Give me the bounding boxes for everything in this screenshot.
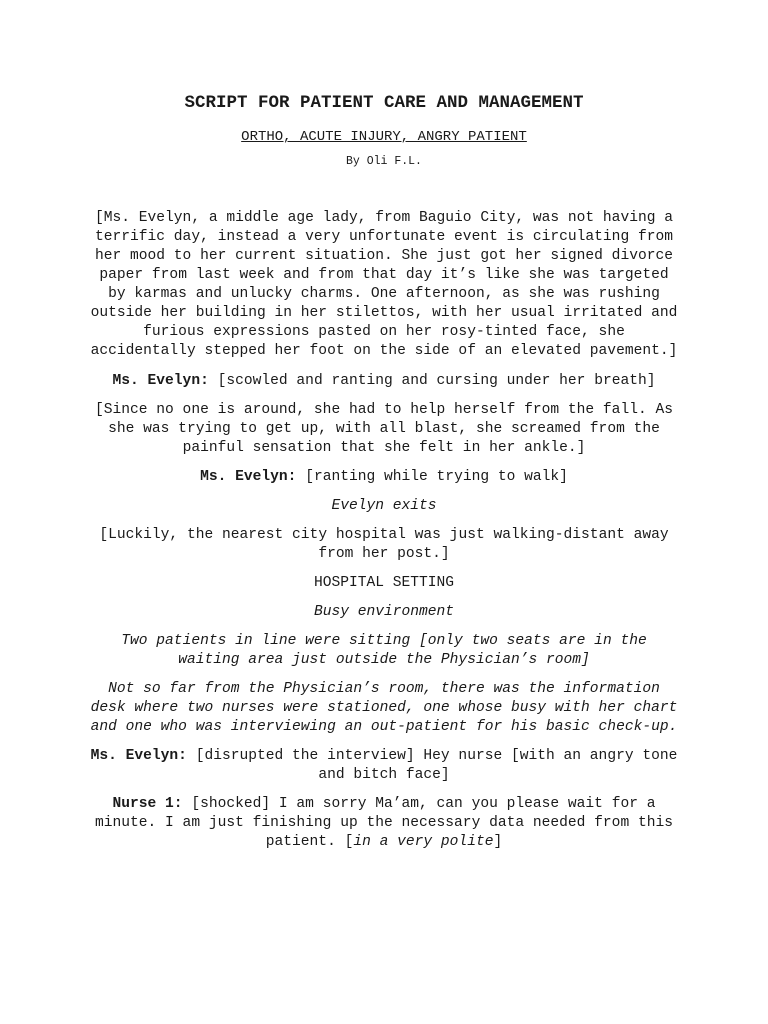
dialogue-italic-text: in a very polite <box>353 834 494 850</box>
dialogue-text: [ranting while trying to walk] <box>305 469 568 485</box>
speaker-name: Ms. Evelyn: <box>90 748 187 764</box>
document-subtitle: ORTHO, ACUTE INJURY, ANGRY PATIENT <box>241 129 527 145</box>
stage-direction-2: [Luckily, the nearest city hospital was just walking-distant away from her post.] <box>99 527 669 562</box>
speaker-name: Ms. Evelyn: <box>112 373 209 389</box>
stage-direction-4: Not so far from the Physician’s room, there was the information desk where two nurses were stationed, one whose busy with her chart and one who was interviewing an out-patient for his basic check-up. <box>90 681 678 735</box>
document-body <box>88 92 680 852</box>
dialogue-line-2 <box>88 468 680 487</box>
dialogue-text: [shocked] I am sorry Ma’am, can you please wait for a minute. I am just finishing up the necessary data needed from this patient. [ <box>94 796 673 850</box>
speaker-name: Ms. Evelyn: <box>200 469 297 485</box>
author-byline: By Oli F.L. <box>346 155 422 168</box>
setting-heading: HOSPITAL SETTING <box>313 575 455 591</box>
speaker-name: Nurse 1: <box>112 796 183 812</box>
dialogue-text: [scowled and ranting and cursing under her breath] <box>217 373 656 389</box>
stage-direction-1: [Since no one is around, she had to help herself from the fall. As she was trying to get up, with all blast, she screamed from the painful sensation that she felt in her ankle.] <box>94 402 673 456</box>
dialogue-line-1 <box>88 372 680 391</box>
dialogue-line-4 <box>88 795 680 852</box>
document-title: SCRIPT FOR PATIENT CARE AND MANAGEMENT <box>184 93 584 113</box>
dialogue-text: [disrupted the interview] Hey nurse [with an angry tone and bitch face] <box>195 748 678 783</box>
scene-intro-direction: [Ms. Evelyn, a middle age lady, from Baguio City, was not having a terrific day, instead a very unfortunate event is circulating from her mood to her current situation. She just got her signed divorce paper from last week and from that day it’s like she was targeted by karmas and unlucky charms. One afternoon, as she was rushing outside her building in her stilettos, with her usual irritated and furious expressions pasted on her rosy-tinted face, she accidentally stepped her foot on the side of an elevated pavement.] <box>90 210 678 359</box>
dialogue-line-3 <box>88 747 680 785</box>
exit-direction: Evelyn exits <box>331 498 437 514</box>
environment-note: Busy environment <box>313 604 455 620</box>
dialogue-closing: ] <box>493 834 503 850</box>
stage-direction-3: Two patients in line were sitting [only two seats are in the waiting area just outside the Physician’s room] <box>121 633 647 668</box>
